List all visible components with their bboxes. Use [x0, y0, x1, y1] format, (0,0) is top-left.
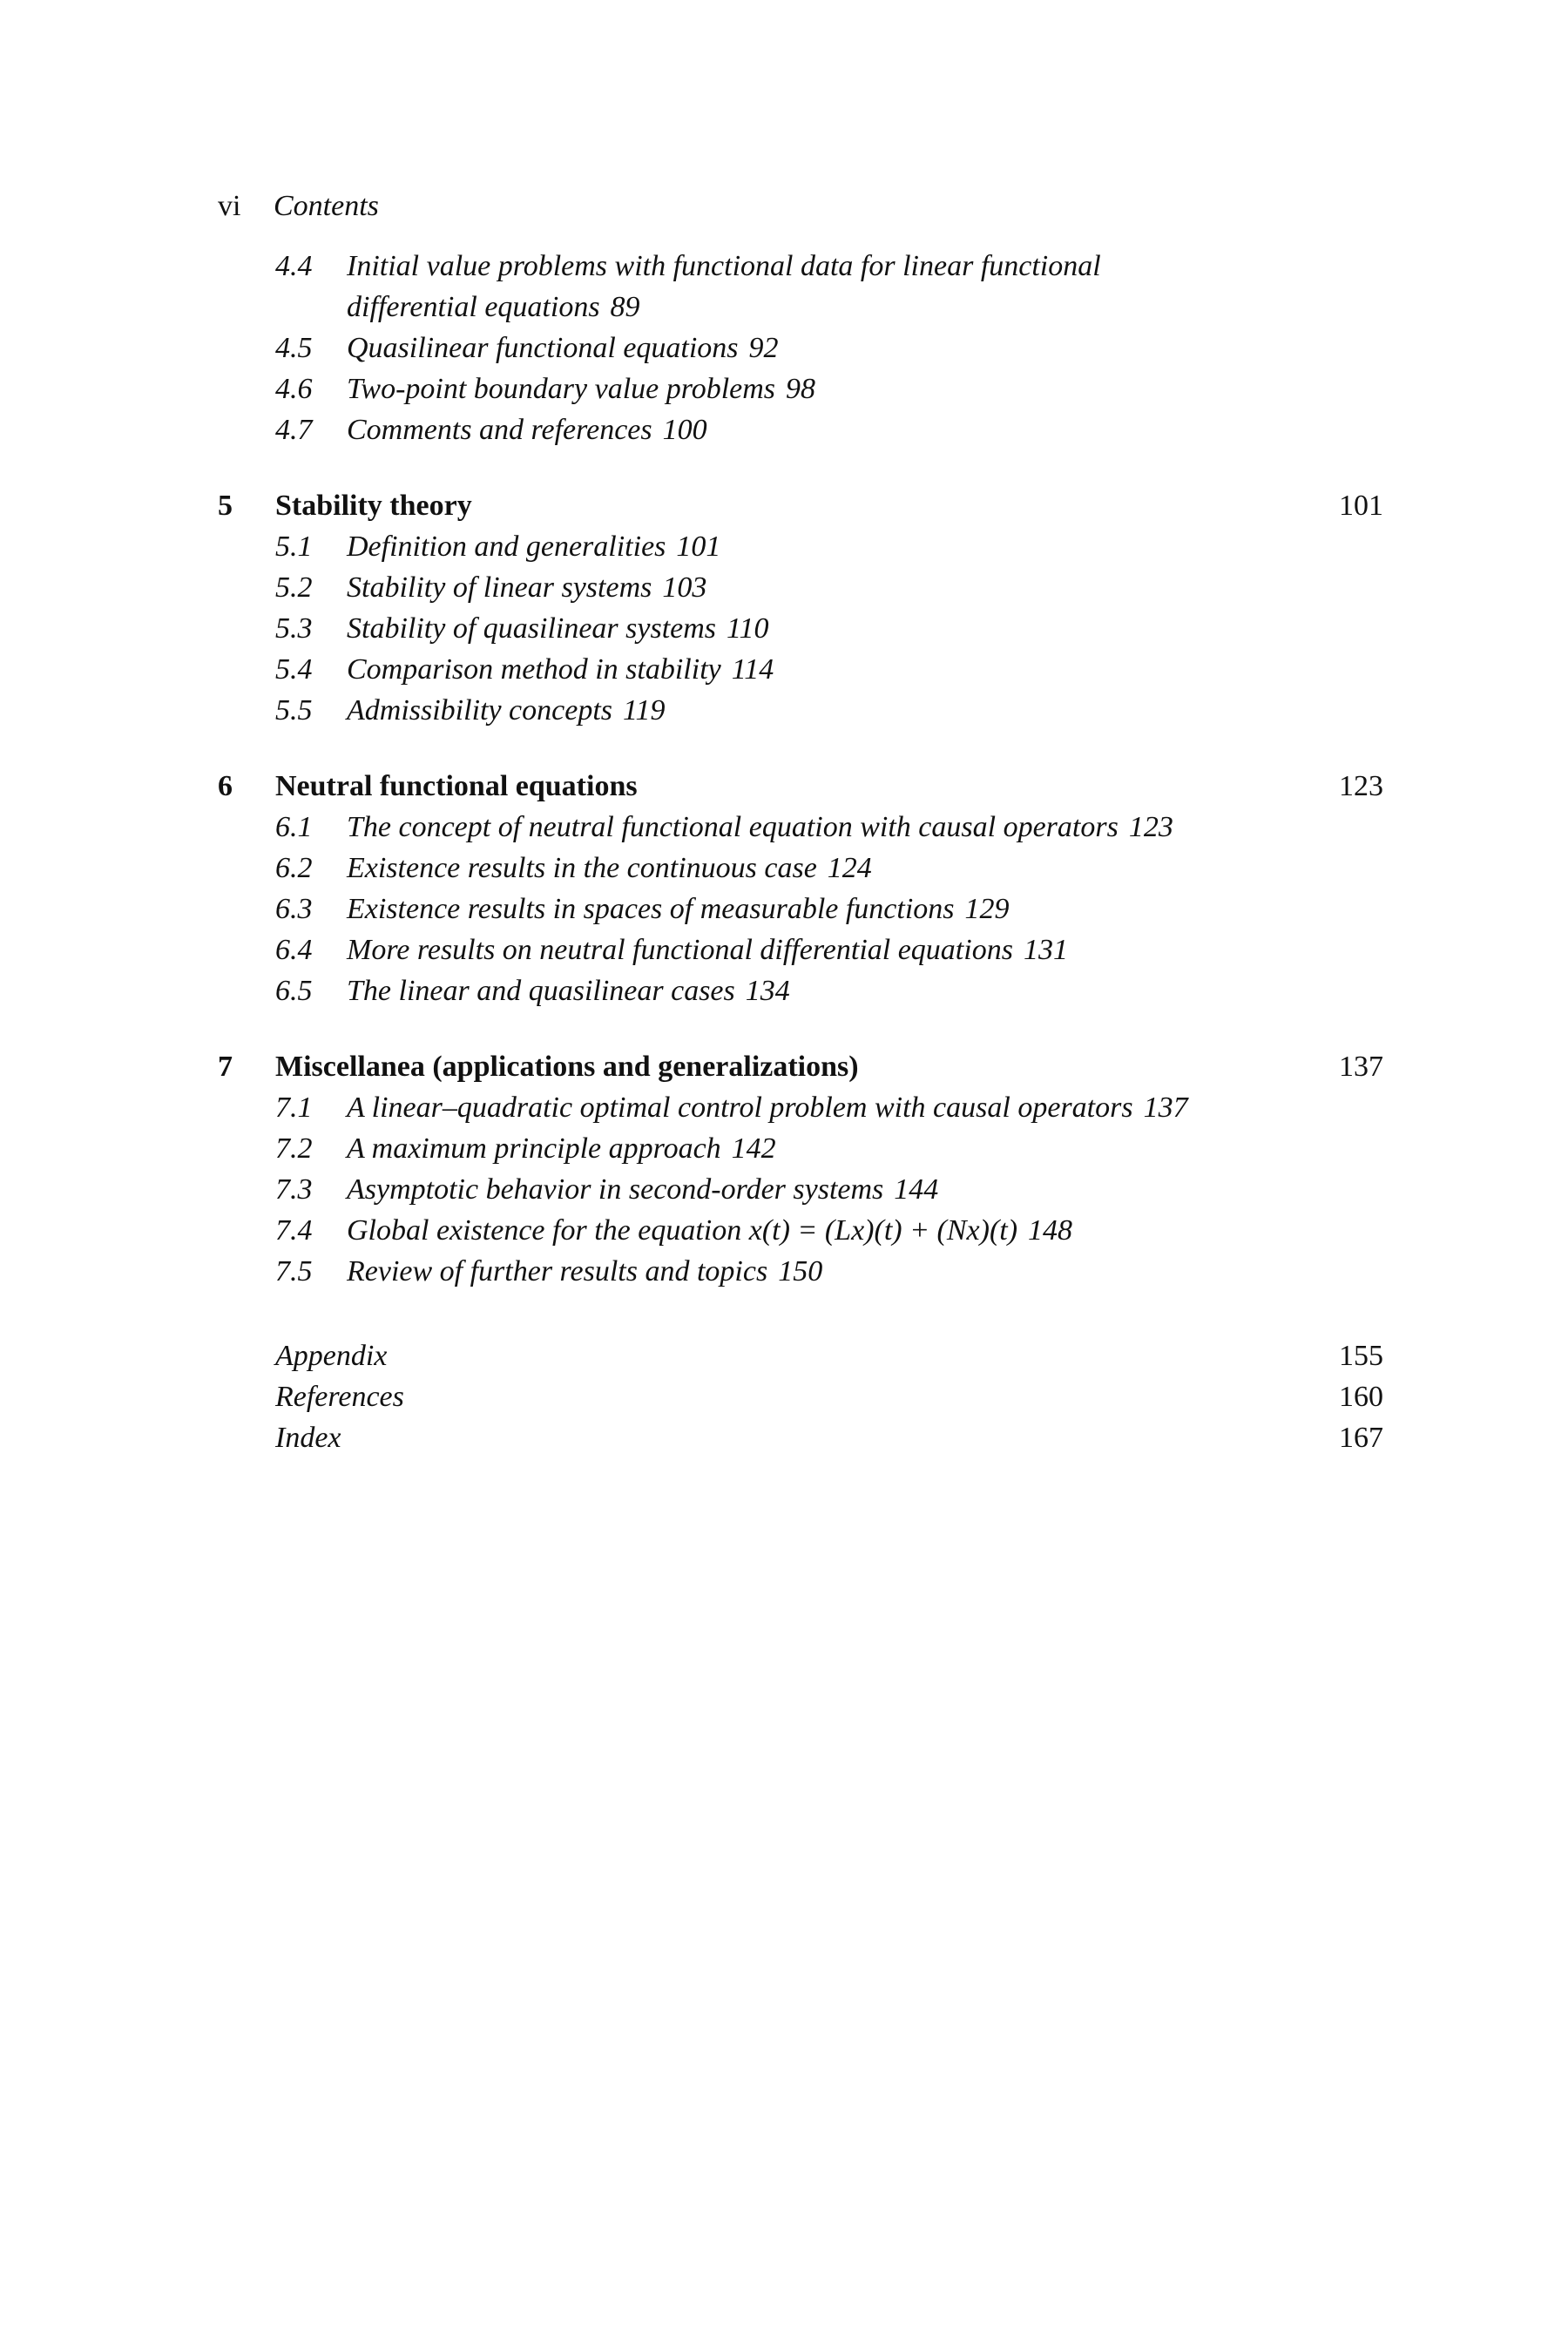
back-matter-page: 155	[1339, 1340, 1383, 1372]
section-number: 7.3	[275, 1173, 313, 1206]
back-matter-page: 167	[1339, 1422, 1383, 1454]
section-page: 131	[1023, 934, 1068, 966]
section-number: 5.3	[275, 612, 313, 645]
section-title: Global existence for the equation x(t) = (Lx)(t) + (Nx)(t)	[347, 1214, 1018, 1247]
section-title: Definition and generalities	[347, 531, 666, 563]
section-number: 6.5	[275, 975, 313, 1007]
running-title: Contents	[274, 190, 379, 222]
section-page: 148	[1028, 1214, 1073, 1247]
section-number: 5.5	[275, 694, 313, 727]
toc-section-4-4[interactable]	[218, 246, 1383, 328]
section-title: Review of further results and topics	[347, 1255, 768, 1288]
section-page: 129	[964, 893, 1010, 925]
section-page: 92	[748, 332, 779, 364]
section-number: 4.4	[275, 250, 313, 282]
section-number: 6.4	[275, 934, 313, 966]
section-page: 114	[731, 653, 774, 686]
section-page: 150	[778, 1255, 823, 1288]
page-number: vi	[218, 190, 241, 222]
section-number: 4.6	[275, 373, 313, 405]
toc-references[interactable]	[218, 1376, 1383, 1417]
section-page: 89	[610, 291, 640, 323]
section-page: 98	[786, 373, 816, 405]
section-page: 119	[623, 694, 666, 727]
toc-section-7-2[interactable]	[218, 1128, 1383, 1169]
table-of-contents	[218, 246, 1383, 1458]
toc-section-6-1[interactable]	[218, 807, 1383, 848]
toc-section-4-7[interactable]	[218, 409, 1383, 450]
section-page: 124	[827, 852, 872, 884]
section-title: Admissibility concepts	[347, 694, 613, 727]
section-number: 7.1	[275, 1092, 313, 1124]
back-matter-title: Index	[275, 1422, 341, 1454]
section-number: 6.1	[275, 811, 313, 843]
toc-section-4-6[interactable]	[218, 368, 1383, 409]
toc-index[interactable]	[218, 1417, 1383, 1458]
back-matter-title: References	[275, 1381, 404, 1413]
chapter-number: 7	[218, 1051, 233, 1083]
toc-section-5-3[interactable]	[218, 608, 1383, 649]
section-page: 137	[1143, 1092, 1188, 1124]
chapter-page: 101	[1339, 490, 1383, 522]
section-page: 101	[676, 531, 721, 563]
chapter-title: Miscellanea (applications and generalizations)	[275, 1051, 859, 1083]
toc-section-5-5[interactable]	[218, 690, 1383, 731]
section-page: 110	[727, 612, 769, 645]
toc-section-7-4[interactable]	[218, 1210, 1383, 1251]
toc-chapter-5[interactable]	[218, 485, 1383, 526]
chapter-number: 6	[218, 770, 233, 802]
section-number: 5.4	[275, 653, 313, 686]
chapter-title: Neutral functional equations	[275, 770, 638, 802]
toc-section-4-5[interactable]	[218, 328, 1383, 368]
section-title: A linear–quadratic optimal control problem with causal operators	[347, 1092, 1133, 1124]
section-page: 100	[662, 414, 707, 446]
toc-section-6-2[interactable]	[218, 848, 1383, 889]
section-title: A maximum principle approach	[347, 1132, 721, 1165]
section-title: Two-point boundary value problems	[347, 373, 776, 405]
toc-chapter-6[interactable]	[218, 766, 1383, 807]
section-number: 6.2	[275, 852, 313, 884]
toc-section-6-4[interactable]	[218, 929, 1383, 970]
running-header	[218, 186, 379, 227]
section-title: Existence results in the continuous case	[347, 852, 817, 884]
section-title: The concept of neutral functional equation with causal operators	[347, 811, 1119, 843]
section-number: 5.1	[275, 531, 313, 563]
back-matter-page: 160	[1339, 1381, 1383, 1413]
toc-section-6-5[interactable]	[218, 970, 1383, 1011]
section-page: 123	[1128, 811, 1173, 843]
section-page: 103	[662, 571, 707, 604]
chapter-page: 123	[1339, 770, 1383, 802]
toc-appendix[interactable]	[218, 1335, 1383, 1376]
section-title: The linear and quasilinear cases	[347, 975, 735, 1007]
section-number: 6.3	[275, 893, 313, 925]
section-title: Existence results in spaces of measurable functions	[347, 893, 955, 925]
section-number: 7.2	[275, 1132, 313, 1165]
toc-section-7-1[interactable]	[218, 1087, 1383, 1128]
chapter-number: 5	[218, 490, 233, 522]
section-title: Comparison method in stability	[347, 653, 721, 686]
chapter-title: Stability theory	[275, 490, 472, 522]
toc-section-5-2[interactable]	[218, 567, 1383, 608]
toc-section-7-3[interactable]	[218, 1169, 1383, 1210]
section-number: 7.5	[275, 1255, 313, 1288]
section-number: 5.2	[275, 571, 313, 604]
section-title: Stability of quasilinear systems	[347, 612, 717, 645]
chapter-page: 137	[1339, 1051, 1383, 1083]
section-page: 144	[894, 1173, 939, 1206]
section-number: 4.7	[275, 414, 313, 446]
section-page: 142	[731, 1132, 776, 1165]
section-number: 7.4	[275, 1214, 313, 1247]
back-matter-title: Appendix	[275, 1340, 388, 1372]
toc-section-7-5[interactable]	[218, 1251, 1383, 1292]
section-title: Stability of linear systems	[347, 571, 652, 604]
section-page: 134	[745, 975, 790, 1007]
back-matter	[218, 1335, 1383, 1458]
toc-chapter-7[interactable]	[218, 1046, 1383, 1087]
section-title: Comments and references	[347, 414, 652, 446]
section-title: More results on neutral functional differential equations	[347, 934, 1013, 966]
toc-section-5-4[interactable]	[218, 649, 1383, 690]
toc-section-5-1[interactable]	[218, 526, 1383, 567]
section-title: Asymptotic behavior in second-order systems	[347, 1173, 884, 1206]
section-title: Initial value problems with functional data for linear functional differential equations	[347, 250, 1101, 323]
section-number: 4.5	[275, 332, 313, 364]
section-title: Quasilinear functional equations	[347, 332, 739, 364]
toc-section-6-3[interactable]	[218, 889, 1383, 929]
